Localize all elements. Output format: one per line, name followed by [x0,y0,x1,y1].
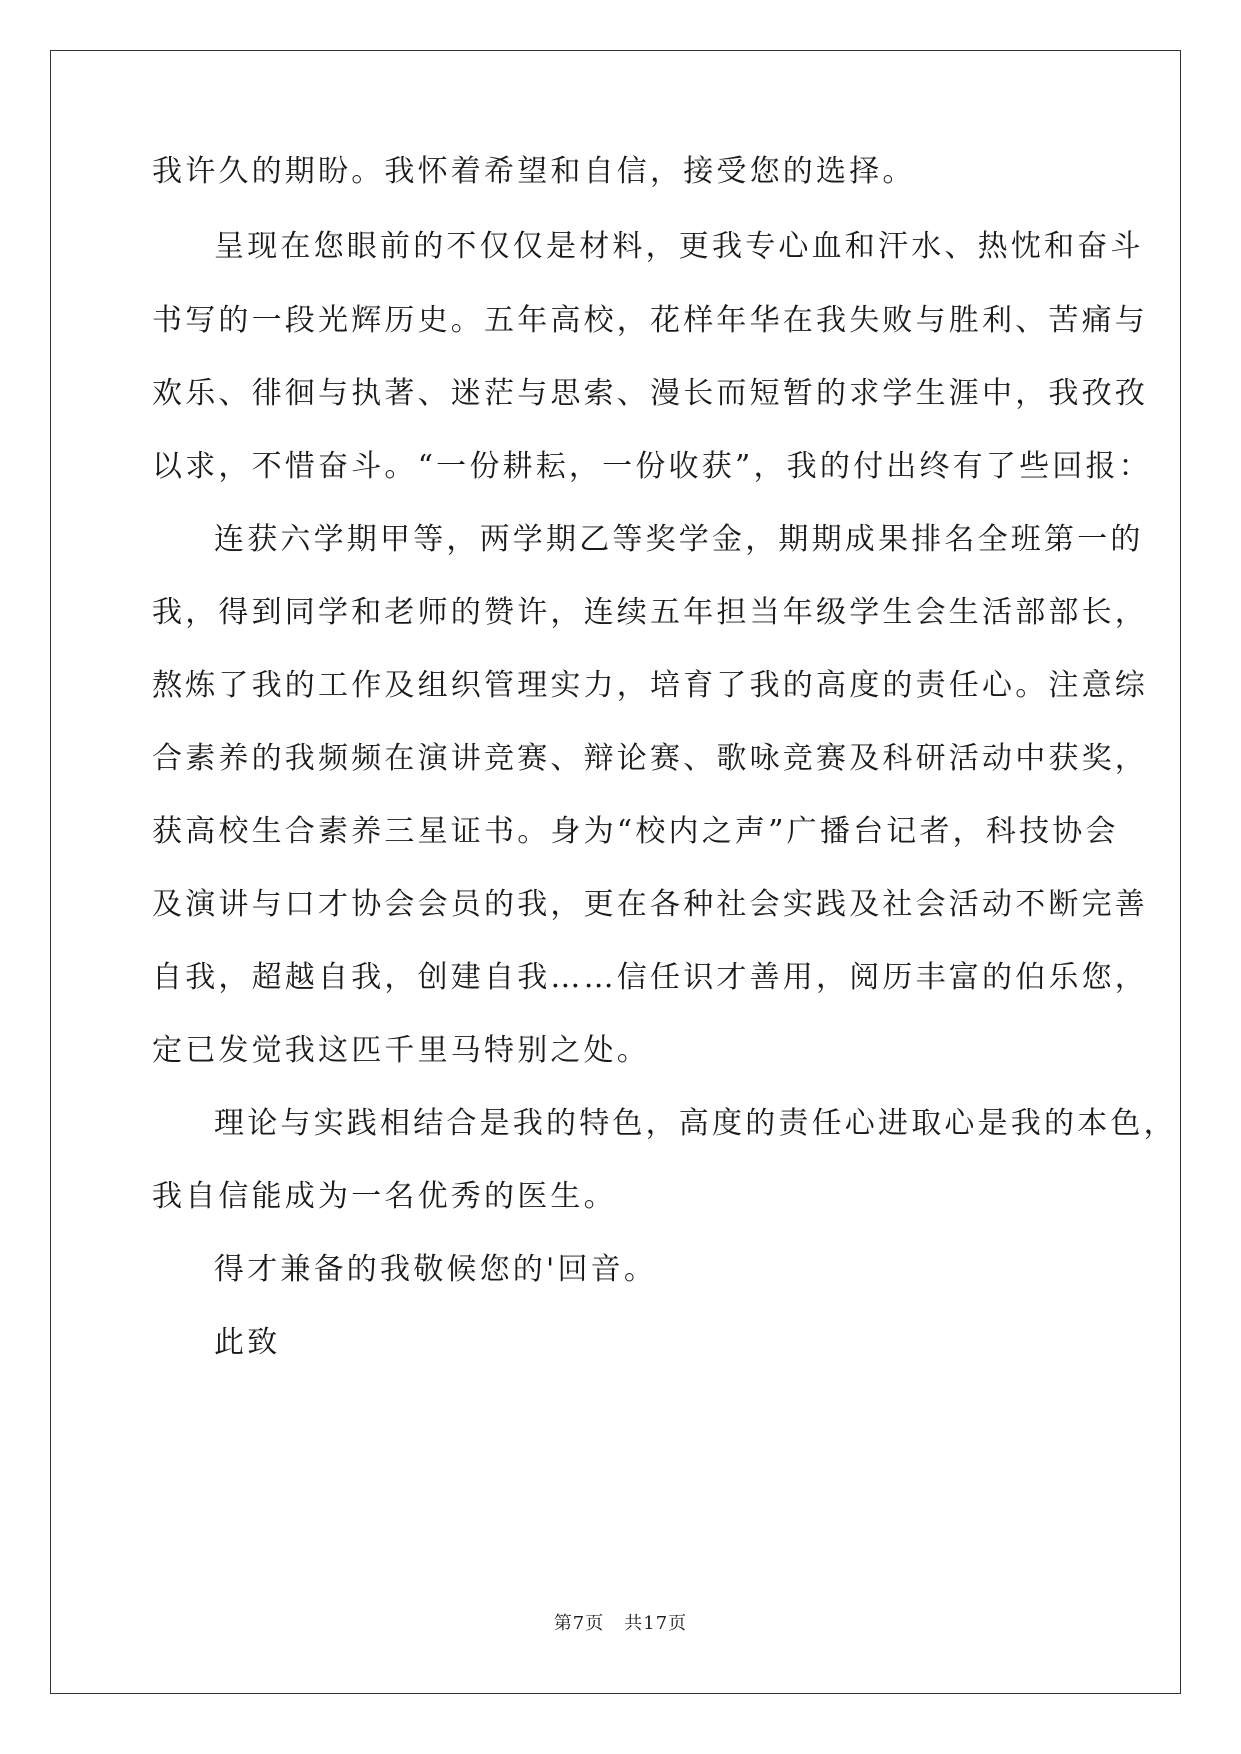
page-frame [50,50,1181,1694]
text-line: 欢乐、徘徊与执著、迷茫与思索、漫长而短暂的求学生涯中，我孜孜 [152,376,1148,411]
page-footer [0,1612,1241,1636]
text-line: 此致 [214,1325,281,1360]
text-line: 定已发觉我这匹千里马特别之处。 [152,1033,650,1068]
text-line: 自我，超越自我，创建自我……信任识才善用，阅历丰富的伯乐您， [152,960,1148,995]
text-line: 合素养的我频频在演讲竞赛、辩论赛、歌咏竞赛及科研活动中获奖， [152,741,1148,776]
page-number: 第7页 [553,1613,605,1634]
text-line: 我自信能成为一名优秀的医生。 [152,1179,617,1214]
text-line: 我，得到同学和老师的赞许，连续五年担当年级学生会生活部部长， [152,595,1148,630]
text-line: 我许久的期盼。我怀着希望和自信，接受您的选择。 [152,154,916,189]
text-line: 得才兼备的我敬候您的'回音。 [214,1252,658,1287]
text-line: 以求，不惜奋斗。“一份耕耘，一份收获”，我的付出终有了些回报： [152,449,1152,484]
text-line: 及演讲与口才协会会员的我，更在各种社会实践及社会活动不断完善 [152,887,1148,922]
page-total: 共17页 [624,1613,688,1634]
text-line: 获高校生合素养三星证书。身为“校内之声”广播台记者，科技协会 [152,814,1119,849]
text-line: 连获六学期甲等，两学期乙等奖学金，期期成果排名全班第一的 [214,522,1144,557]
text-line: 理论与实践相结合是我的特色，高度的责任心进取心是我的本色， [214,1106,1177,1141]
text-line: 熬炼了我的工作及组织管理实力，培育了我的高度的责任心。注意综 [152,668,1148,703]
text-line: 呈现在您眼前的不仅仅是材料，更我专心血和汗水、热忱和奋斗 [214,229,1144,264]
text-line: 书写的一段光辉历史。五年高校，花样年华在我失败与胜利、苦痛与 [152,303,1148,338]
